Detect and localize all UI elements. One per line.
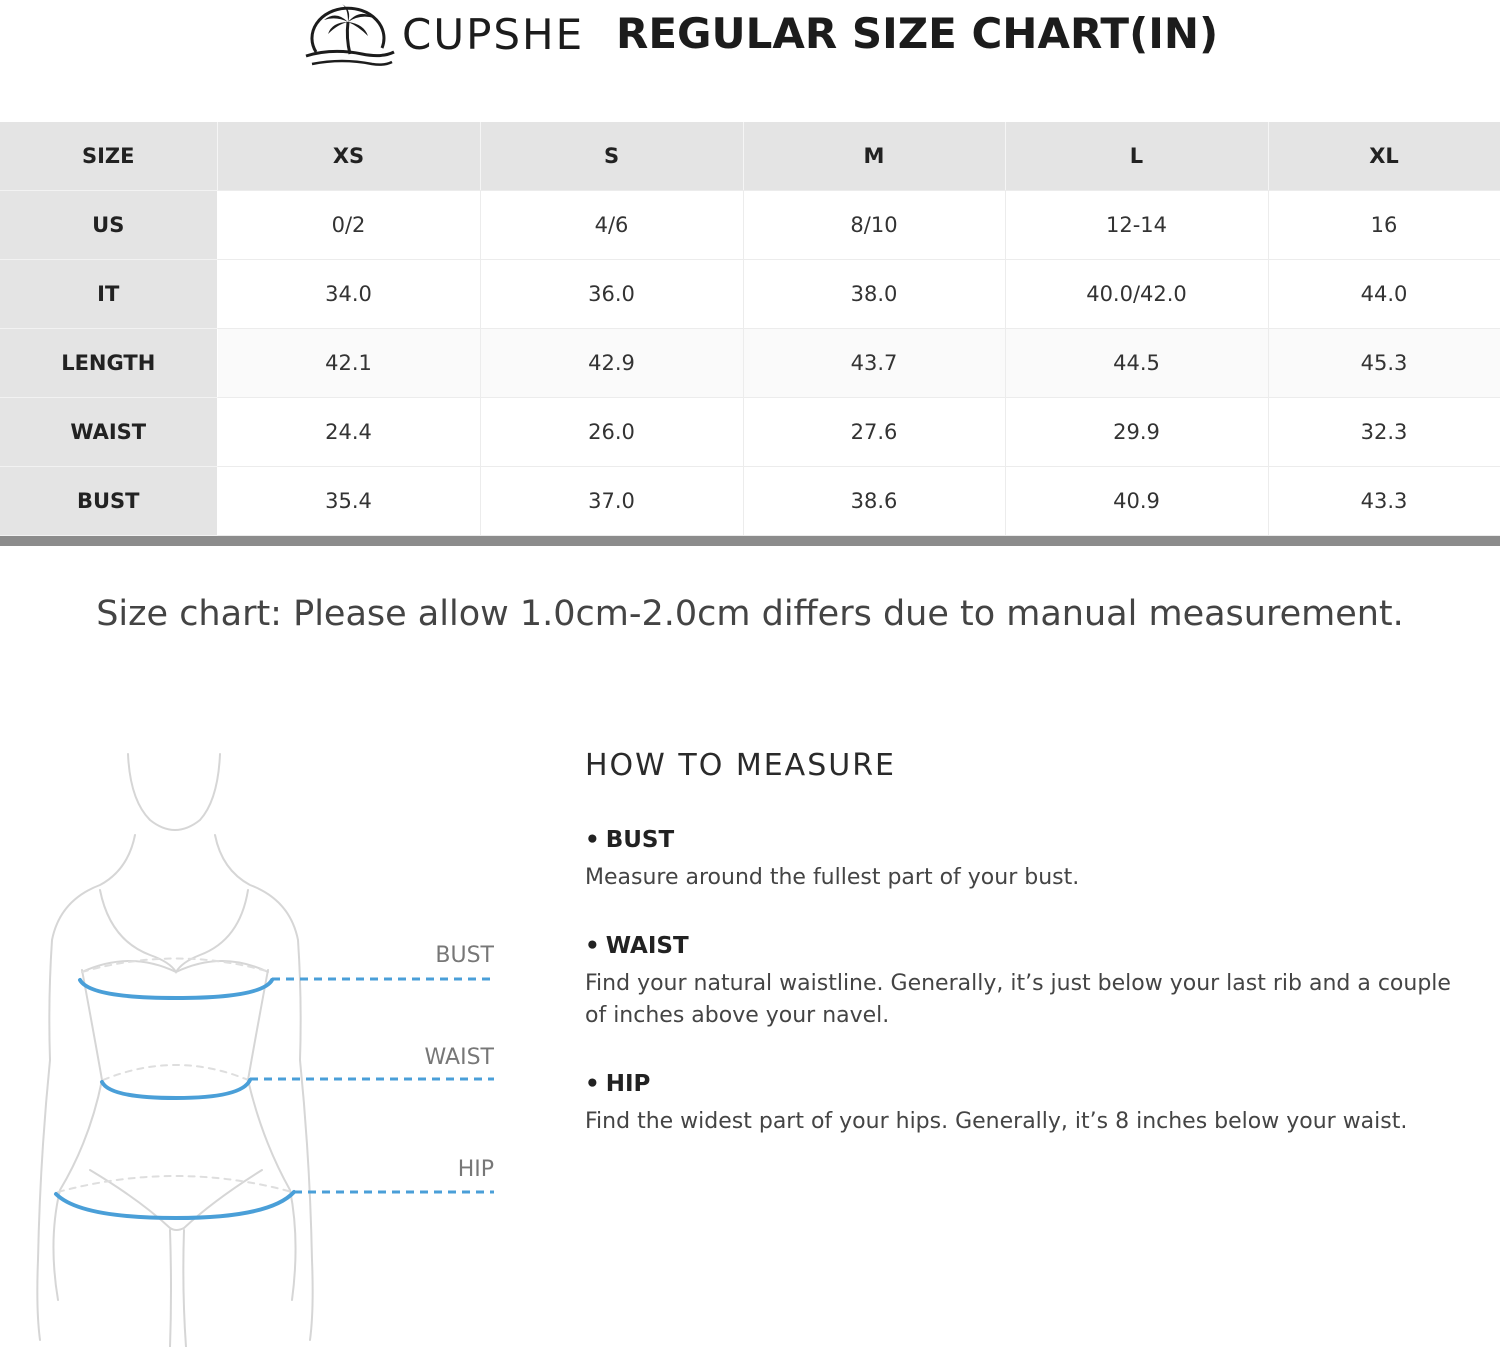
table-cell: 32.3 xyxy=(1268,398,1500,467)
measure-item-hip xyxy=(585,1068,1485,1138)
figure-left-torso xyxy=(53,970,102,1300)
row-label: IT xyxy=(0,260,217,329)
measure-heading xyxy=(585,1068,1485,1100)
table-cell: 12-14 xyxy=(1005,191,1268,260)
figure-bikini-bottom xyxy=(90,1170,262,1230)
measure-heading-label: WAIST xyxy=(605,933,689,959)
table-row xyxy=(0,398,1500,467)
how-to-measure-section xyxy=(585,744,1485,1164)
table-bottom-divider xyxy=(0,536,1500,546)
table-cell: 4/6 xyxy=(480,191,743,260)
measure-heading xyxy=(585,824,1485,856)
table-cell: 43.7 xyxy=(743,329,1005,398)
table-cell: 40.9 xyxy=(1005,467,1268,536)
row-label: BUST xyxy=(0,467,217,536)
table-cell: 35.4 xyxy=(217,467,480,536)
figure-right-torso xyxy=(248,970,296,1300)
figure-waist-back-guide xyxy=(103,1065,248,1080)
page-title: REGULAR SIZE CHART(IN) xyxy=(616,9,1219,58)
figure-hip-back-guide xyxy=(58,1176,292,1192)
bullet-icon: • xyxy=(585,1071,600,1097)
section-title: HOW TO MEASURE xyxy=(585,748,897,783)
measure-heading-label: BUST xyxy=(605,827,675,853)
figure-bust-back-guide xyxy=(82,959,270,973)
table-cell: 0/2 xyxy=(217,191,480,260)
table-cell: 42.1 xyxy=(217,329,480,398)
row-label: WAIST xyxy=(0,398,217,467)
figure-right-arm xyxy=(300,1060,313,1340)
bullet-icon: • xyxy=(585,827,600,853)
table-cell: 34.0 xyxy=(217,260,480,329)
table-row xyxy=(0,467,1500,536)
table-cell: 26.0 xyxy=(480,398,743,467)
measure-item-waist xyxy=(585,930,1485,1032)
table-cell: 38.6 xyxy=(743,467,1005,536)
table-cell: 44.0 xyxy=(1268,260,1500,329)
table-cell: 44.5 xyxy=(1005,329,1268,398)
table-header-cell: XL xyxy=(1268,122,1500,191)
waist-measure-band xyxy=(102,1080,250,1098)
table-header-cell: L xyxy=(1005,122,1268,191)
table-header-cell: M xyxy=(743,122,1005,191)
measure-description: Find the widest part of your hips. Generally, it’s 8 inches below your waist. xyxy=(585,1109,1408,1134)
palm-tree-island-icon xyxy=(302,2,398,70)
bust-label: BUST xyxy=(435,943,494,968)
hip-measure-band xyxy=(56,1192,294,1218)
table-row xyxy=(0,329,1500,398)
waist-label: WAIST xyxy=(424,1045,494,1070)
table-cell: 27.6 xyxy=(743,398,1005,467)
figure-head-outline xyxy=(128,754,220,830)
measurement-note: Size chart: Please allow 1.0cm-2.0cm differs due to manual measurement. xyxy=(96,594,1404,634)
table-cell: 36.0 xyxy=(480,260,743,329)
table-cell: 16 xyxy=(1268,191,1500,260)
page-header xyxy=(0,0,1500,80)
row-label: LENGTH xyxy=(0,329,217,398)
hip-label: HIP xyxy=(457,1157,494,1182)
measure-heading xyxy=(585,930,1485,962)
figure-left-leg xyxy=(170,1230,171,1347)
table-cell: 43.3 xyxy=(1268,467,1500,536)
table-header-cell: SIZE xyxy=(0,122,217,191)
figure-bikini-top xyxy=(100,890,248,972)
brand-name: CUPSHE xyxy=(402,10,585,59)
figure-right-leg xyxy=(183,1230,186,1347)
table-cell: 29.9 xyxy=(1005,398,1268,467)
table-cell: 38.0 xyxy=(743,260,1005,329)
table-cell: 42.9 xyxy=(480,329,743,398)
bust-measure-band xyxy=(80,980,272,998)
table-cell: 24.4 xyxy=(217,398,480,467)
figure-left-arm xyxy=(37,1060,50,1340)
table-cell: 8/10 xyxy=(743,191,1005,260)
measure-description: Find your natural waistline. Generally, it’s just below your last rib and a couple of inches above your navel. xyxy=(585,971,1451,1028)
table-row xyxy=(0,191,1500,260)
body-measurement-figure xyxy=(0,740,560,1347)
table-cell: 40.0/42.0 xyxy=(1005,260,1268,329)
table-header-cell: XS xyxy=(217,122,480,191)
row-label: US xyxy=(0,191,217,260)
size-table xyxy=(0,122,1500,536)
measure-description: Measure around the fullest part of your bust. xyxy=(585,865,1080,890)
table-header-cell: S xyxy=(480,122,743,191)
table-header-row xyxy=(0,122,1500,191)
measure-heading-label: HIP xyxy=(605,1071,651,1097)
measure-item-bust xyxy=(585,824,1485,894)
table-cell: 37.0 xyxy=(480,467,743,536)
table-cell: 45.3 xyxy=(1268,329,1500,398)
table-row xyxy=(0,260,1500,329)
bullet-icon: • xyxy=(585,933,600,959)
